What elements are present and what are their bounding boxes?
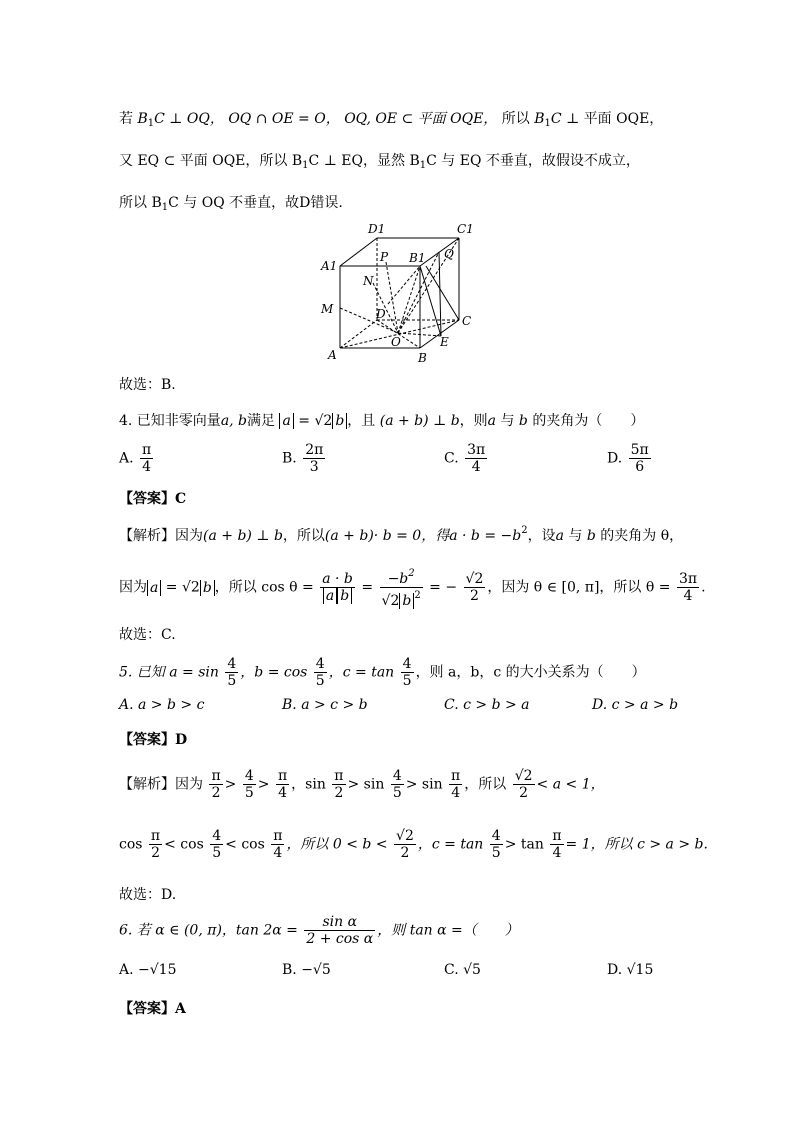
vec-a: a [555, 528, 564, 544]
text: ，设 [527, 528, 556, 544]
fraction [401, 656, 414, 689]
q5-solution-line-1: 【解析】因为 $\frac{\pi}{2}$ > $\frac{4}{5}$ > $\frac{\pi}{4}$ ，sin $\frac{\pi}{2}$ > sin $\frac{4}{5}$ > sin $\frac{\pi}{4}$ ，所以 $\frac{√2}{2}$ < a < 1， [119, 768, 605, 801]
hidden-edge [398, 266, 420, 333]
text: < cos [164, 836, 204, 853]
q6-answer: 【答案】A [119, 1001, 186, 1017]
fraction [464, 571, 486, 604]
text: ，则 tan α =（ ） [377, 922, 519, 939]
text: ，sin [291, 776, 326, 793]
abs-a: a [279, 413, 293, 429]
text: > tan [504, 836, 544, 853]
abs-b: b [332, 413, 347, 429]
fraction: $\frac{\pi}{4}$ [552, 828, 562, 861]
fraction: $\frac{\pi}{2}$ [334, 768, 344, 801]
text: C [154, 111, 165, 127]
hidden-edge [388, 266, 420, 304]
q6-option-b[interactable]: B. −√5 [282, 962, 331, 978]
sum-ab: (a + b) [379, 413, 429, 429]
text: ⊥ 平面 OQE， [566, 111, 664, 127]
text: 4. 已知非零向量 [119, 413, 221, 429]
abs-b: b [200, 580, 215, 596]
fraction: $\frac{\pi}{4}$ [451, 768, 461, 801]
fraction [140, 442, 153, 475]
text: C [550, 111, 562, 127]
text: cos [119, 836, 143, 853]
vec-b: b [273, 528, 283, 544]
text: 【解析】因为 [119, 776, 203, 793]
label-E: E [440, 335, 449, 349]
fraction [303, 442, 325, 475]
label-Q: Q [444, 247, 454, 261]
numerator: √2 [465, 571, 484, 587]
text: ，因为 θ ∈ [0, π]，所以 θ = [487, 579, 671, 596]
fraction [629, 442, 651, 475]
text: = 1，所以 c > a > b. [565, 836, 708, 853]
label-P: P [380, 250, 389, 264]
text: ，且 [347, 413, 376, 429]
numerator: 4 [402, 656, 412, 672]
text: 【解析】因为 [119, 528, 203, 544]
numerator: 3π [467, 442, 486, 458]
solution-line-3 [119, 192, 343, 213]
q5-option-c[interactable]: C. c > b > a [444, 697, 530, 713]
edge [439, 252, 441, 336]
text: 的夹角为 θ， [600, 528, 684, 544]
edge [340, 238, 377, 266]
text: = − [429, 579, 458, 596]
q4-solution-line-2: 因为 a = √2 b ，所以 cos θ = $\frac{a \cdot b}{\text{a b}}$ = $\frac{-b^2}{√2 b ^2}$ = − $\frac{√2}{2}$ ，因为 θ ∈ [0, π]，所以 θ = $\frac{3\pi}{4}$ . [119, 568, 706, 609]
q5-answer: 【答案】D [119, 732, 188, 748]
fraction [465, 442, 487, 475]
text: < a < 1， [536, 776, 605, 793]
hidden-edge [386, 262, 398, 333]
numerator: 4 [315, 656, 325, 672]
fraction [225, 656, 238, 689]
label-D: D [376, 307, 386, 321]
text: C ⊥ EQ，显然 B [308, 153, 420, 169]
option-label: A. [119, 450, 134, 467]
option-label: C. [444, 450, 459, 467]
select-line-1: 故选：B. [119, 377, 176, 393]
vec-b: b [450, 413, 460, 429]
q4-option-b[interactable] [282, 442, 327, 475]
text: ，则 a，b，c 的大小关系为（ ） [415, 664, 646, 681]
edge [420, 266, 441, 336]
text: 若 [119, 111, 133, 127]
numerator: 2π [305, 442, 324, 458]
q5-option-a[interactable]: A. a > b > c [119, 697, 205, 713]
denominator: 2 [469, 588, 479, 604]
q4-option-a[interactable] [119, 442, 155, 475]
denominator: 6 [635, 459, 645, 475]
fraction [314, 656, 327, 689]
text: 2 [521, 525, 528, 536]
cube-figure [318, 218, 478, 368]
text: a · b = −b [449, 528, 522, 544]
numerator: 5π [630, 442, 649, 458]
text: 1 [302, 160, 309, 171]
option-label: B. [282, 450, 297, 467]
numerator: 4 [227, 656, 237, 672]
label-B1: B1 [409, 251, 426, 265]
text: 5. 已知 a = sin [119, 664, 219, 681]
denominator: 4 [683, 588, 693, 604]
solution-line-2 [119, 150, 640, 171]
denominator: 4 [142, 459, 152, 475]
denominator: 5 [227, 673, 237, 689]
fraction [304, 914, 375, 947]
abs-a: a [147, 580, 161, 596]
q4-solution-line-1: 【解析】因为(a + b) ⊥ b，所以(a + b)· b = 0，得$a \cdot b = -b^2$，设a 与 b 的夹角为 θ， [119, 525, 684, 544]
q6-option-c[interactable]: C. √5 [444, 962, 481, 978]
denominator: 5 [315, 673, 325, 689]
denominator: 5 [402, 673, 412, 689]
text: 1 [147, 118, 155, 129]
text: ，则 [459, 413, 488, 429]
text: C 与 OQ 不垂直，故D错误. [168, 195, 343, 211]
label-N: N [363, 274, 374, 288]
numerator: $-b^2$ [380, 566, 423, 588]
label-M: M [321, 302, 334, 316]
text: 1 [544, 118, 551, 129]
numerator: 3π [678, 571, 698, 587]
q5-solution-line-2 [119, 828, 708, 861]
vec-b: b [518, 413, 528, 429]
q5-stem [119, 656, 646, 689]
fraction: $\frac{\pi}{2}$ [211, 768, 221, 801]
option-label: D. [607, 450, 623, 467]
q6-option-a[interactable]: A. −√15 [119, 962, 177, 978]
text: 因为 [119, 579, 147, 596]
fraction: $\frac{√2}{2}$ [514, 768, 533, 801]
text: OQ ∩ OE = O， [228, 111, 340, 127]
label-O: O [391, 335, 401, 349]
fraction: $\frac{\pi}{2}$ [150, 828, 161, 861]
denominator: 3 [309, 459, 319, 475]
q5-option-d[interactable]: D. c > a > b [592, 697, 679, 713]
text: ，所以 cos θ = [214, 579, 314, 596]
fraction: $\frac{\pi}{4}$ [273, 828, 283, 861]
fraction: $\frac{4}{5}$ [244, 768, 254, 801]
text: B [534, 111, 545, 127]
fraction: $\frac{√2}{2}$ [396, 828, 414, 861]
text: > sin [405, 776, 443, 793]
q6-stem [119, 914, 519, 947]
sum-ab: (a + b) [324, 528, 374, 544]
fraction: $\frac{4}{5}$ [392, 768, 402, 801]
denominator: 2 + cos α [306, 931, 374, 947]
vec-b: b [586, 528, 596, 544]
text: ⊥ [433, 413, 447, 429]
q6-option-d[interactable]: D. √15 [607, 962, 654, 978]
text: ，c = tan [417, 836, 484, 853]
label-C1: C1 [457, 222, 474, 236]
fraction [320, 571, 355, 604]
text: 又 EQ ⊂ 平面 OQE，所以 B [119, 153, 303, 169]
text: 所以 B [119, 195, 162, 211]
label-D1: D1 [368, 222, 386, 236]
text: 所以 [501, 111, 535, 127]
text: < cos [225, 836, 265, 853]
fraction: $\frac{\pi}{4}$ [277, 768, 288, 801]
text: B [137, 111, 148, 127]
q4-option-d[interactable] [607, 442, 653, 475]
label-A: A [328, 348, 337, 362]
text: = √2 [298, 413, 333, 429]
label-B: B [418, 351, 427, 365]
text: 1 [419, 160, 427, 171]
text: C 与 EQ 不垂直，故假设不成立， [426, 153, 640, 169]
sum-ab: (a + b) [203, 528, 252, 544]
q5-option-b[interactable]: B. a > c > b [282, 697, 368, 713]
vec-a: a [487, 413, 497, 429]
text: 的夹角为（ ） [532, 413, 645, 429]
text: > sin [347, 776, 385, 793]
hidden-edge [340, 320, 377, 348]
fraction [380, 566, 423, 609]
denominator: √2 b $^2$ [381, 590, 421, 609]
label-A1: A1 [321, 259, 338, 273]
numerator: sin α [304, 914, 375, 931]
solution-line-1 [119, 108, 663, 129]
numerator: a · b [322, 571, 353, 587]
fraction: $\frac{4}{5}$ [212, 828, 222, 861]
text: · b = 0，得 [373, 528, 450, 544]
fraction [677, 571, 699, 604]
edge [426, 266, 459, 320]
numerator: π [142, 442, 152, 458]
text: 6. 若 α ∈ (0, π)，tan 2α = [119, 922, 298, 939]
text: ，所以 [282, 528, 325, 544]
q4-select: 故选：C. [119, 627, 176, 643]
text: 满足 [247, 413, 276, 429]
vectors-ab: a, b [220, 413, 248, 429]
denominator: 4 [471, 459, 481, 475]
q4-answer: 【答案】C [119, 491, 187, 507]
label-C: C [462, 314, 472, 328]
text: ，b = cos [240, 664, 308, 681]
text: ，所以 [464, 776, 507, 793]
text: ，所以 0 < b < [286, 836, 388, 853]
q4-stem: 4. 已知非零向量a, b满足 a = √2 b ，且 (a + b) ⊥ b，则a 与 b 的夹角为（ ） [119, 413, 645, 429]
denominator: a b [320, 588, 355, 604]
q4-option-c[interactable] [444, 442, 489, 475]
text: OQ, OE ⊂ 平面 OQE， [344, 111, 498, 127]
q5-select: 故选：D. [119, 887, 177, 903]
text: ⊥ OQ， [169, 111, 224, 127]
fraction: $\frac{4}{5}$ [491, 828, 501, 861]
text: ，c = tan [328, 664, 395, 681]
text: 1 [161, 202, 169, 213]
